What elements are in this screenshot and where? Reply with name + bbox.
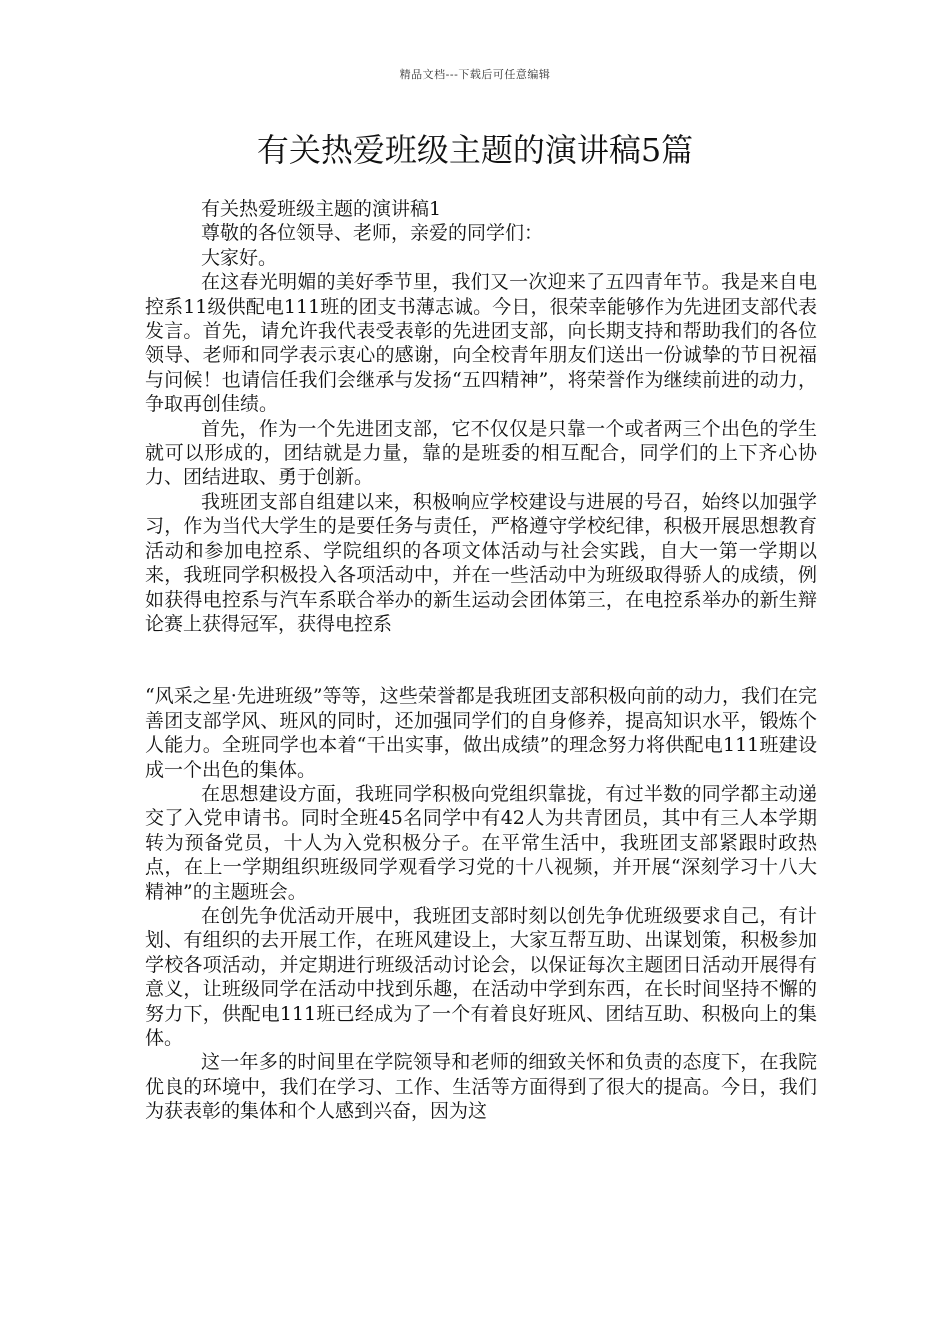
header-note: 精品文档---下载后可任意编辑 [399,68,551,81]
paragraph-1: 在这春光明媚的美好季节里，我们又一次迎来了五四青年节。我是来自电控系11级供配电111班的团支书薄志诚。今日，很荣幸能够作为先进团支部代表发言。首先，请允许我代表受表彰的先进团支部，向长期支持和帮助我们的各位领导、老师和同学表示衷心的感谢，向全校青年朋友们送出一份诚挚的节日祝福与问候！也请信任我们会继承与发扬“五四精神”，将荣誉作为继续前进的动力，争取再创佳绩。 [145,271,817,416]
paragraph-4: “风采之星·先进班级”等等，这些荣誉都是我班团支部积极向前的动力，我们在完善团支部学风、班风的同时，还加强同学们的自身修养，提高知识水平，锻炼个人能力。全班同学也本着“干出实事，做出成绩”的理念努力将供配电111班建设成一个出色的集体。 [145,685,817,781]
paragraph-6: 在创先争优活动开展中，我班团支部时刻以创先争优班级要求自己，有计划、有组织的去开展工作，在班风建设上，大家互帮互助、出谋划策，积极参加学校各项活动，并定期进行班级活动讨论会，以保证每次主题团日活动开展得有意义，让班级同学在活动中找到乐趣，在活动中学到东西，在长时间坚持不懈的努力下，供配电111班已经成为了一个有着良好班风、团结互助、积极向上的集体。 [145,904,817,1049]
paragraph-7: 这一年多的时间里在学院领导和老师的细致关怀和负责的态度下，在我院优良的环境中，我们在学习、工作、生活等方面得到了很大的提高。今日，我们为获表彰的集体和个人感到兴奋，因为这 [145,1051,817,1123]
greeting: 大家好。 [201,246,278,269]
paragraph-5: 在思想建设方面，我班同学积极向党组织靠拢，有过半数的同学都主动递交了入党申请书。同时全班45名同学中有42人为共青团员，其中有三人本学期转为预备党员，十人为入党积极分子。在平常生活中，我班团支部紧跟时政热点，在上一学期组织班级同学观看学习党的十八视频，并开展“深刻学习十八大精神”的主题班会。 [145,782,817,903]
document-title: 有关热爱班级主题的演讲稿5篇 [256,131,694,169]
salutation: 尊敬的各位领导、老师，亲爱的同学们： [201,222,544,245]
document-body [145,197,817,1124]
paragraph-2: 首先，作为一个先进团支部，它不仅仅是只靠一个或者两三个出色的学生就可以形成的，团结就是力量，靠的是班委的相互配合，同学们的上下齐心协力、团结进取、勇于创新。 [145,417,817,489]
paragraph-gap [145,636,817,684]
section-subtitle: 有关热爱班级主题的演讲稿1 [201,198,442,220]
paragraph-3: 我班团支部自组建以来，积极响应学校建设与进展的号召，始终以加强学习，作为当代大学生的是要任务与责任，严格遵守学校纪律，积极开展思想教育活动和参加电控系、学院组织的各项文体活动与社会实践，自大一第一学期以来，我班同学积极投入各项活动中，并在一些活动中为班级取得骄人的成绩，例如获得电控系与汽车系联合举办的新生运动会团体第三，在电控系举办的新生辩论赛上获得冠军，获得电控系 [145,490,817,635]
